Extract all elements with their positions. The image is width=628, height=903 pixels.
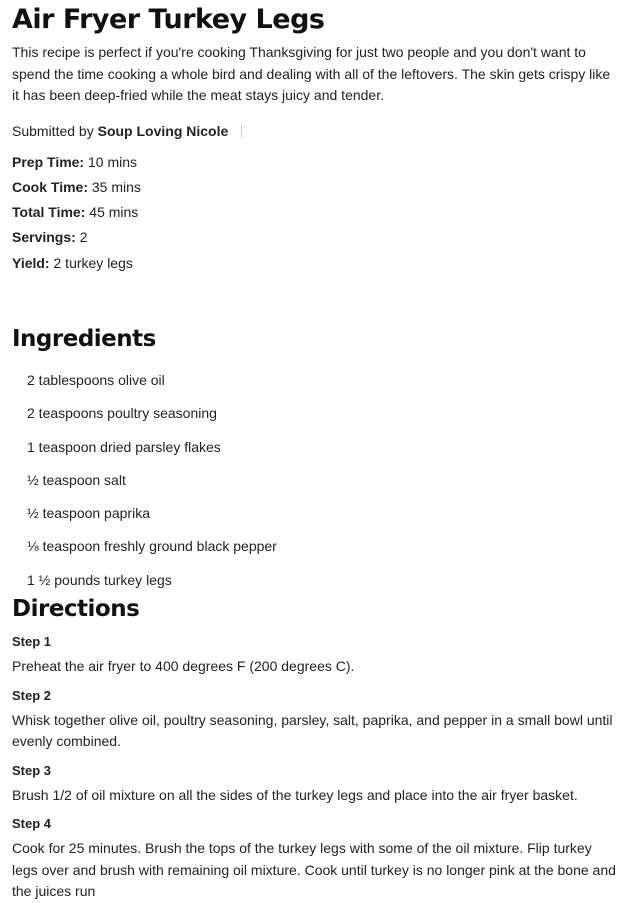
step-text: Cook for 25 minutes. Brush the tops of the turkey legs with some of the oil mixture. Flip turkey legs over and brush with remaining oil mixture. Cook until turkey is no longer pink at the bone and the juices run: [12, 840, 616, 900]
meta-label: Servings:: [12, 229, 76, 246]
step-text: Whisk together olive oil, poultry seasoning, parsley, salt, paprika, and pepper in a small bowl until evenly combined.: [12, 711, 613, 750]
meta-label: Cook Time:: [12, 178, 88, 195]
directions-list: [12, 632, 616, 903]
meta-label: Prep Time:: [12, 153, 85, 170]
step-label: Step 3: [12, 762, 52, 778]
ingredient-item: 2 teaspoons poultry seasoning: [27, 405, 217, 422]
ingredient-item: ½ teaspoon salt: [27, 471, 126, 488]
ingredient-item: 1 ½ pounds turkey legs: [27, 571, 172, 588]
ingredient-item: 2 tablespoons olive oil: [27, 371, 165, 388]
meta-yield: [12, 251, 616, 276]
direction-step: [12, 761, 616, 807]
step-label: Step 1: [12, 634, 52, 650]
meta-label: Total Time:: [12, 204, 86, 221]
meta-prep-time: [12, 150, 616, 175]
recipe-title: Air Fryer Turkey Legs: [12, 4, 325, 35]
direction-step: [12, 686, 616, 753]
step-text: Preheat the air fryer to 400 degrees F (200 degrees C).: [12, 658, 355, 675]
meta-value: 45 mins: [89, 204, 139, 221]
meta-label: Yield:: [12, 254, 50, 271]
author-link[interactable]: Soup Loving Nicole: [97, 122, 229, 139]
meta-cook-time: [12, 175, 616, 200]
divider: [241, 125, 242, 138]
recipe-meta: [12, 150, 616, 276]
ingredient-item: ⅛ teaspoon freshly ground black pepper: [27, 538, 277, 555]
submitted-by: [12, 121, 616, 141]
meta-value: 10 mins: [88, 153, 138, 170]
step-label: Step 4: [12, 816, 52, 832]
ingredients-heading: Ingredients: [12, 325, 156, 352]
direction-step: [12, 814, 616, 903]
directions-heading: Directions: [12, 596, 140, 623]
meta-total-time: [12, 200, 616, 225]
recipe-description: This recipe is perfect if you're cooking Thanksgiving for just two people and you don't want to spend the time cooking a whole bird and dealing with all of the leftovers. The skin gets crispy like it has been deep-fried while the meat stays juicy and tender.: [12, 44, 611, 103]
direction-step: [12, 632, 616, 678]
meta-value: 2 turkey legs: [53, 254, 133, 271]
meta-value: 35 mins: [91, 178, 141, 195]
submitted-by-label: Submitted by: [12, 122, 94, 139]
ingredients-list: [12, 364, 616, 597]
step-label: Step 2: [12, 687, 52, 703]
meta-value: 2: [79, 229, 88, 246]
ingredient-item: ½ teaspoon paprika: [27, 505, 150, 522]
ingredient-item: 1 teaspoon dried parsley flakes: [27, 438, 221, 455]
step-text: Brush 1/2 of oil mixture on all the sides of the turkey legs and place into the air fryer basket.: [12, 786, 578, 803]
meta-servings: [12, 225, 616, 250]
